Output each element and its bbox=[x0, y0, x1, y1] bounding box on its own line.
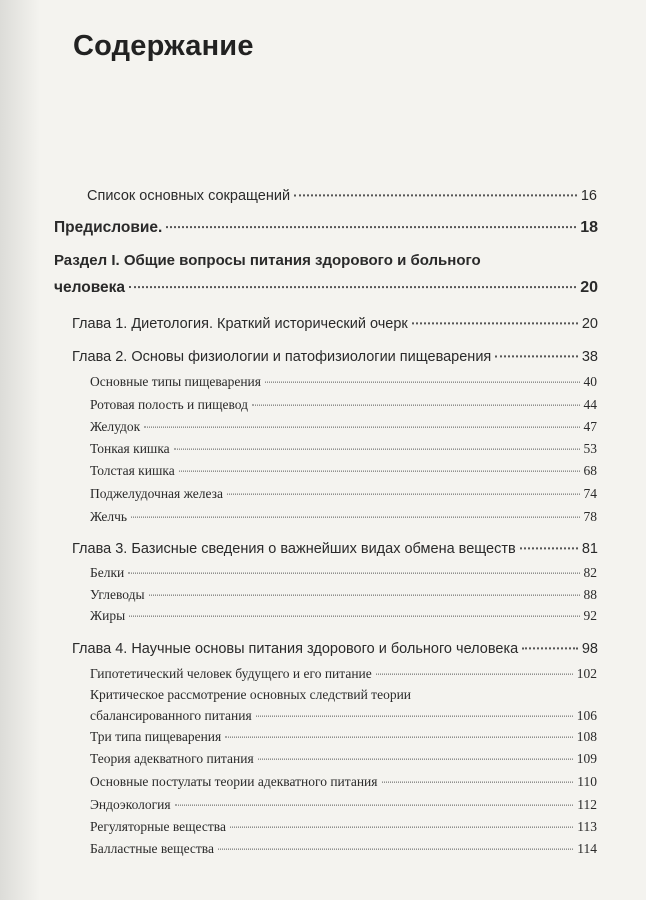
toc-entry-label: Углеводы bbox=[90, 586, 145, 602]
toc-page-number: 68 bbox=[583, 462, 597, 478]
toc-subentry[interactable] bbox=[90, 460, 597, 479]
toc-entry-abbreviations[interactable] bbox=[87, 183, 597, 204]
toc-entry-label: Жиры bbox=[90, 607, 126, 623]
toc-page-number: 110 bbox=[577, 773, 597, 789]
page-title: Содержание bbox=[73, 30, 254, 62]
toc-page-number: 109 bbox=[576, 750, 597, 766]
toc-subentry[interactable] bbox=[90, 416, 597, 435]
toc-page-number: 20 bbox=[580, 278, 598, 296]
dot-leader bbox=[174, 435, 580, 450]
dot-leader bbox=[129, 270, 576, 288]
dot-leader bbox=[258, 745, 573, 760]
toc-entry-label-line2: человека bbox=[54, 278, 126, 296]
toc-entry-label: сбалансированного питания bbox=[90, 707, 252, 723]
toc-entry-label: Предисловие. bbox=[54, 218, 163, 236]
toc-entry-label: Глава 4. Научные основы питания здорового и больного человека bbox=[72, 640, 519, 657]
toc-section-1-title[interactable] bbox=[54, 250, 598, 272]
dot-leader bbox=[412, 307, 578, 324]
toc-page-number: 113 bbox=[577, 818, 597, 834]
toc-entry-label: Три типа пищеварения bbox=[90, 728, 222, 744]
toc-subentry[interactable] bbox=[90, 726, 597, 745]
toc-page-number: 106 bbox=[576, 707, 597, 723]
toc-entry-chapter-3[interactable] bbox=[72, 536, 598, 557]
dot-leader bbox=[225, 723, 573, 738]
toc-entry-label: Гипотетический человек будущего и его питание bbox=[90, 665, 372, 681]
toc-page-number: 108 bbox=[576, 728, 597, 744]
toc-page-number: 102 bbox=[576, 665, 597, 681]
dot-leader bbox=[522, 632, 578, 649]
dot-leader bbox=[128, 559, 579, 574]
toc-page-number: 82 bbox=[583, 564, 597, 580]
dot-leader bbox=[166, 210, 576, 228]
dot-leader bbox=[265, 368, 580, 383]
dot-leader bbox=[179, 457, 580, 472]
toc-subentry[interactable] bbox=[90, 562, 597, 581]
dot-leader bbox=[376, 660, 573, 675]
toc-subentry[interactable] bbox=[90, 705, 597, 724]
dot-leader bbox=[149, 581, 580, 596]
toc-subentry[interactable] bbox=[90, 394, 597, 413]
dot-leader bbox=[144, 413, 579, 428]
toc-entry-label-line1: Раздел I. Общие вопросы питания здорового и больного bbox=[54, 252, 481, 269]
toc-entry-label: Глава 3. Базисные сведения о важнейших видах обмена веществ bbox=[72, 540, 516, 557]
toc-entry-label: Список основных сокращений bbox=[87, 187, 291, 204]
toc-subentry[interactable] bbox=[90, 438, 597, 457]
dot-leader bbox=[294, 179, 577, 196]
dot-leader bbox=[520, 532, 578, 549]
toc-page-number: 112 bbox=[577, 796, 597, 812]
toc-entry-label: Теория адекватного питания bbox=[90, 750, 254, 766]
dot-leader bbox=[230, 813, 573, 828]
toc-entry-chapter-2[interactable] bbox=[72, 344, 598, 365]
toc-page-number: 38 bbox=[581, 348, 598, 365]
toc-entry-label: Регуляторные вещества bbox=[90, 818, 226, 834]
toc-subentry[interactable] bbox=[90, 771, 597, 790]
toc-page-number: 16 bbox=[580, 187, 597, 204]
toc-page-number: 98 bbox=[581, 640, 598, 657]
toc-entry-label: Критическое рассмотрение основных следствий теории bbox=[90, 687, 412, 702]
toc-subentry[interactable] bbox=[90, 663, 597, 682]
toc-subentry[interactable] bbox=[90, 816, 597, 835]
toc-entry-label: Поджелудочная железа bbox=[90, 485, 223, 501]
dot-leader bbox=[382, 768, 574, 783]
toc-entry-label: Глава 2. Основы физиологии и патофизиологии пищеварения bbox=[72, 348, 492, 365]
toc-entry-label: Глава 1. Диетология. Краткий исторический очерк bbox=[72, 315, 408, 332]
dot-leader bbox=[129, 602, 579, 617]
dot-leader bbox=[256, 702, 573, 717]
toc-page-number: 47 bbox=[583, 418, 597, 434]
dot-leader bbox=[252, 391, 580, 406]
toc-page-number: 78 bbox=[583, 508, 597, 524]
toc-entry-label: Балластные вещества bbox=[90, 840, 214, 856]
toc-page-number: 18 bbox=[580, 218, 598, 236]
toc-page-number: 88 bbox=[583, 586, 597, 602]
dot-leader bbox=[227, 480, 580, 495]
toc-subentry[interactable] bbox=[90, 605, 597, 624]
toc-subentry[interactable] bbox=[90, 483, 597, 502]
toc-entry-section-1[interactable] bbox=[54, 274, 598, 297]
toc-entry-preface[interactable] bbox=[54, 214, 598, 237]
toc-page-number: 44 bbox=[583, 396, 597, 412]
toc-entry-label: Белки bbox=[90, 564, 125, 580]
toc-page-number: 92 bbox=[583, 607, 597, 623]
dot-leader bbox=[218, 835, 573, 850]
toc-entry-chapter-1[interactable] bbox=[72, 311, 598, 332]
toc-entry-label: Желудок bbox=[90, 418, 141, 434]
toc-subentry[interactable] bbox=[90, 748, 597, 767]
toc-entry-chapter-4[interactable] bbox=[72, 636, 598, 657]
toc-page-number: 74 bbox=[583, 485, 597, 501]
toc-page-number: 81 bbox=[581, 540, 598, 557]
toc-subentry[interactable] bbox=[90, 506, 597, 525]
toc-subentry[interactable] bbox=[90, 794, 597, 813]
dot-leader bbox=[495, 340, 578, 357]
toc-page-number: 53 bbox=[583, 440, 597, 456]
toc-subentry[interactable] bbox=[90, 838, 597, 857]
toc-entry-label: Ротовая полость и пищевод bbox=[90, 396, 248, 412]
toc-entry-label: Толстая кишка bbox=[90, 462, 175, 478]
toc-entry-label: Желчь bbox=[90, 508, 128, 524]
toc-entry-label: Эндоэкология bbox=[90, 796, 171, 812]
dot-leader bbox=[131, 503, 579, 518]
toc-page-number: 40 bbox=[583, 373, 597, 389]
toc-subentry[interactable] bbox=[90, 584, 597, 603]
toc-page-number: 114 bbox=[577, 840, 597, 856]
toc-page-number: 20 bbox=[581, 315, 598, 332]
toc-entry-label: Основные типы пищеварения bbox=[90, 373, 261, 389]
toc-subentry[interactable] bbox=[90, 371, 597, 390]
dot-leader bbox=[175, 791, 574, 806]
toc-entry-label: Основные постулаты теории адекватного питания bbox=[90, 773, 378, 789]
toc-entry-label: Тонкая кишка bbox=[90, 440, 170, 456]
